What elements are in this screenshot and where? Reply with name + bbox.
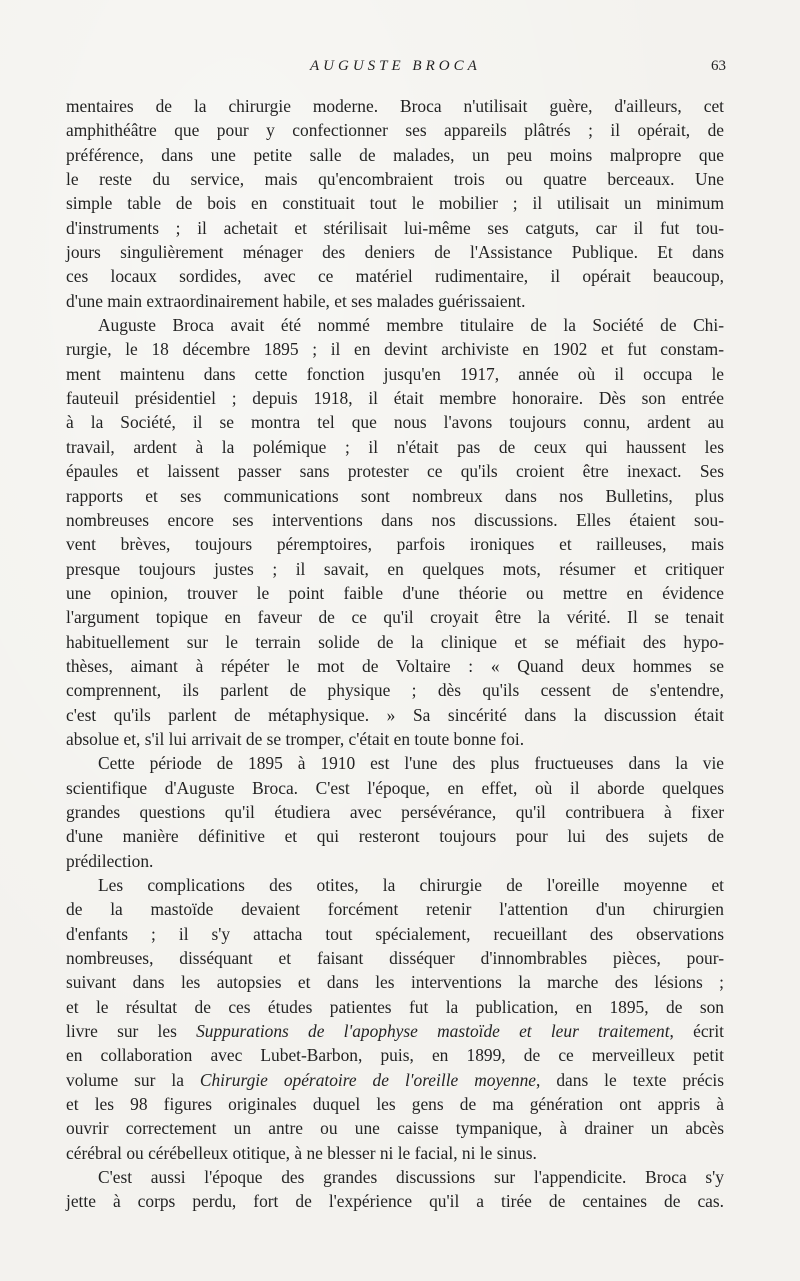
text-line: et les 98 figures originales duquel les gens de ma génération ont appris à	[66, 1094, 724, 1115]
text-line: simple table de bois en constituait tout le mobilier ; il utilisait un minimum	[66, 193, 724, 214]
text-line: le reste du service, mais qu'encombraient trois ou quatre berceaux. Une	[66, 169, 724, 190]
running-head	[66, 58, 736, 80]
text-line: ces locaux sordides, avec ce matériel rudimentaire, il opérait beaucoup,	[66, 266, 724, 287]
text-line: épaules et laissent passer sans protester ce qu'ils croient être inexact. Ses	[66, 461, 724, 482]
text-line: une opinion, trouver le point faible d'une théorie ou mettre en évidence	[66, 582, 724, 603]
text-line: jette à corps perdu, fort de l'expérience qu'il a tirée de centaines de cas.	[66, 1191, 724, 1212]
text-fragment: volume sur la	[66, 1069, 200, 1090]
text-line: Auguste Broca avait été nommé membre titulaire de la Société de Chi-	[98, 315, 724, 336]
text-line: nombreuses encore ses interventions dans nos discussions. Elles étaient sou-	[66, 509, 724, 530]
text-line: grandes questions qu'il étudiera avec persévérance, qu'il contribuera à fixer	[66, 801, 724, 822]
text-line: ouvrir correctement un antre ou une caisse tympanique, à drainer un abcès	[66, 1118, 724, 1139]
text-line: cérébral ou cérébelleux otitique, à ne blesser ni le facial, ni le sinus.	[66, 1142, 537, 1163]
text-line: thèses, aimant à répéter le mot de Voltaire : « Quand deux hommes se	[66, 655, 724, 676]
text-line: l'argument topique en faveur de ce qu'il croyait être la vérité. Il se tenait	[66, 607, 724, 628]
text-line: prédilection.	[66, 850, 154, 871]
text-line-with-book-title	[66, 1068, 724, 1092]
paragraph-3	[66, 751, 724, 873]
text-line: scientifique d'Auguste Broca. C'est l'époque, en effet, où il aborde quelques	[66, 777, 724, 798]
running-title: AUGUSTE BROCA	[310, 58, 481, 74]
paragraph-4	[66, 873, 724, 1165]
body-text	[66, 94, 724, 1214]
text-line: à la Société, il se montra tel que nous l'avons toujours connu, ardent au	[66, 412, 724, 433]
text-line: d'une manière définitive et qui resteront toujours pour lui des sujets de	[66, 826, 724, 847]
text-line: Cette période de 1895 à 1910 est l'une des plus fructueuses dans la vie	[98, 753, 724, 774]
text-line: d'enfants ; il s'y attacha tout spécialement, recueillant des observations	[66, 923, 724, 944]
text-line: et le résultat de ces études patientes fut la publication, en 1895, de son	[66, 996, 724, 1017]
text-line: rurgie, le 18 décembre 1895 ; il en devint archiviste en 1902 et fut constam-	[66, 339, 724, 360]
text-line: suivant dans les autopsies et dans les interventions la marche des lésions ;	[66, 972, 724, 993]
text-line: amphithéâtre que pour y confectionner ses appareils plâtrés ; il opérait, de	[66, 120, 724, 141]
text-fragment: , dans le texte précis	[536, 1069, 724, 1090]
text-line: Les complications des otites, la chirurgie de l'oreille moyenne et	[98, 875, 724, 895]
text-line: C'est aussi l'époque des grandes discussions sur l'appendicite. Broca s'y	[98, 1167, 724, 1188]
text-line: absolue et, s'il lui arrivait de se tromper, c'était en toute bonne foi.	[66, 728, 525, 749]
paragraph-5	[66, 1165, 724, 1214]
text-line: c'est qu'ils parlent de métaphysique. » Sa sincérité dans la discussion était	[66, 704, 724, 725]
text-line-with-book-title	[66, 1019, 724, 1043]
text-line: mentaires de la chirurgie moderne. Broca n'utilisait guère, d'ailleurs, cet	[66, 96, 724, 116]
text-line: d'instruments ; il achetait et stérilisait lui-même ses catguts, car il fut tou-	[66, 217, 724, 238]
text-line: rapports et ses communications sont nombreux dans nos Bulletins, plus	[66, 485, 724, 506]
page-number: 63	[711, 58, 726, 74]
text-line: fauteuil présidentiel ; depuis 1918, il était membre honoraire. Dès son entrée	[66, 388, 724, 409]
paragraph-2	[66, 313, 724, 751]
text-line: comprennent, ils parlent de physique ; dès qu'ils cessent de s'entendre,	[66, 680, 724, 701]
text-line: préférence, dans une petite salle de malades, un peu moins malpropre que	[66, 144, 724, 165]
text-line: ment maintenu dans cette fonction jusqu'en 1917, année où il occupa le	[66, 363, 724, 384]
text-line: vent brèves, toujours péremptoires, parfois ironiques et railleuses, mais	[66, 534, 724, 555]
text-line: travail, ardent à la polémique ; il n'était pas de ceux qui haussent les	[66, 436, 724, 457]
text-line: en collaboration avec Lubet-Barbon, puis, en 1899, de ce merveilleux petit	[66, 1045, 724, 1066]
book-title: Suppurations de l'apophyse mastoïde et leur traitement	[196, 1021, 670, 1042]
paragraph-1	[66, 94, 724, 313]
text-fragment: livre sur les	[66, 1021, 197, 1042]
text-line: nombreuses, disséquant et faisant disséquer d'innombrables pièces, pour-	[66, 948, 724, 969]
text-line: d'une main extraordinairement habile, et ses malades guérissaient.	[66, 290, 526, 311]
book-title: Chirurgie opératoire de l'oreille moyenne	[199, 1069, 537, 1090]
text-line: habituellement sur le terrain solide de la clinique et se méfiait des hypo-	[66, 631, 724, 652]
text-line: presque toujours justes ; il savait, en quelques mots, résumer et critiquer	[66, 558, 724, 579]
text-line: jours singulièrement ménager des deniers de l'Assistance Publique. Et dans	[66, 242, 724, 263]
text-fragment: , écrit	[669, 1021, 724, 1042]
text-line: de la mastoïde devaient forcément retenir l'attention d'un chirurgien	[66, 899, 724, 920]
